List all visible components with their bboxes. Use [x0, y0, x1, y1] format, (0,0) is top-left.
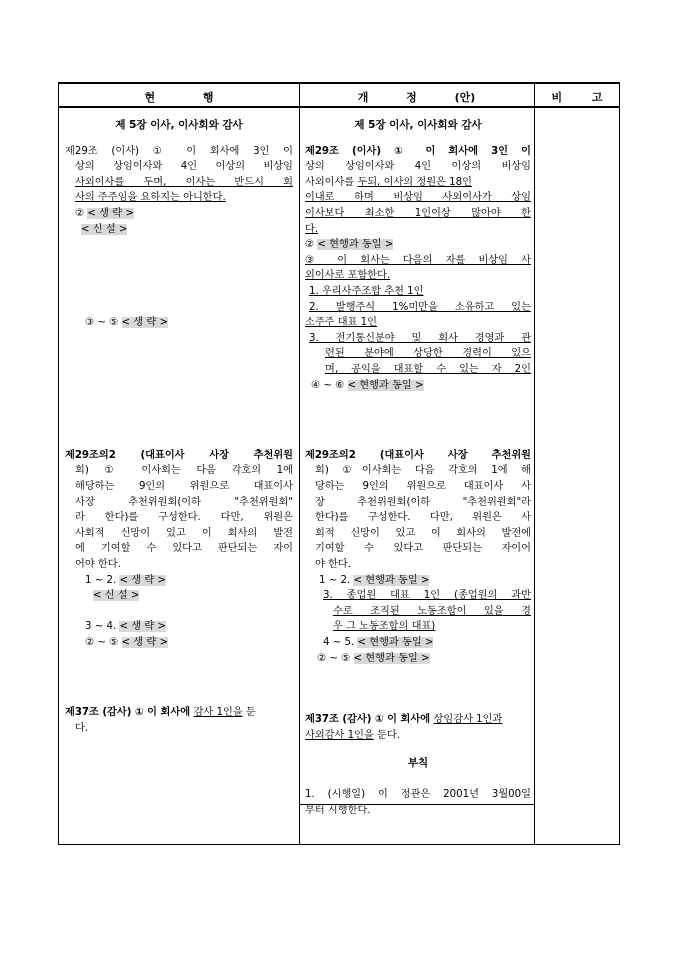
- current-a29-p3: ③ ~ ⑤ < 생 략 >: [85, 317, 169, 329]
- amended-chapter-title: 제 5장 이사, 이사회와 감사: [354, 119, 482, 131]
- current-a37: 제37조 (감사) ① 이 회사에 감사 1인을 둔: [65, 707, 256, 719]
- amended-a29-2-item3: 우 그 노동조합의 대표): [333, 621, 436, 633]
- amended-a29-item2: 소주주 대표 1인: [305, 317, 378, 329]
- amended-a29-2-line: 회적 신망이 있고 이 회사의 발전에: [315, 527, 531, 539]
- current-a29-p2: ② < 생 략 >: [75, 207, 134, 219]
- current-a29-2-line: 에 기여할 수 있다고 판단되는 자이: [75, 543, 293, 555]
- current-a29-line: 제29조 (이사) ① 이 회사에 3인 이: [65, 145, 293, 157]
- addenda-line: 부터 시행한다.: [305, 804, 371, 816]
- amended-a29-item3: 련된 분야에 상당한 경력이 있으: [325, 348, 531, 360]
- amended-a29-2-line: 회) ①이사회는 다음 각호의 1에 해: [315, 465, 531, 477]
- current-a29-line: 사의 주주임을 요하지는 아니한다.: [75, 192, 226, 204]
- current-a29-2-item3: 3 ~ 4. < 생 략 >: [85, 621, 166, 633]
- amended-a29-item1: 1. 우리사주조합 추천 1인: [309, 285, 424, 297]
- amended-a29-line: 상의 상임이사와 4인 이상의 비상임: [305, 161, 531, 173]
- amended-a29-item3: 며, 공익을 대표할 수 있는 자 2인: [325, 363, 531, 375]
- amended-a29-line: 사외이사를 두되, 이사의 정원은 18인: [305, 176, 472, 188]
- amended-a29-2-line: 야 한다.: [315, 559, 351, 571]
- column-divider-1: [299, 84, 300, 844]
- current-a29-line: 사외이사를 두며, 이사는 반드시 회: [75, 176, 293, 188]
- header-current: 현 행: [144, 91, 214, 104]
- addenda-title: 부칙: [407, 756, 429, 769]
- header-amended: 개 정 (안): [357, 91, 476, 104]
- amended-a29-line: 이사보다 최소한 1인이상 많아야 한: [305, 207, 531, 219]
- amended-a29-2-line: 기여할 수 있다고 판단되는 자이어: [315, 543, 531, 555]
- current-a29-2-line: 제29조의2 (대표이사 사장 추천위원: [65, 449, 293, 461]
- current-a29-line: 상의 상임이사와 4인 이상의 비상임: [75, 161, 293, 173]
- current-a29-2-line: 사회적 신망이 있고 이 회사의 발전: [75, 527, 293, 539]
- amended-a29-line: 다.: [305, 223, 319, 235]
- amended-a37: 제37조 (감사) ① 이 회사에 상임감사 1인과: [305, 714, 503, 726]
- amended-a29-2-line: 한다)를 구성한다. 다만, 위원은 사: [315, 512, 531, 524]
- current-a37-line2: 다.: [75, 722, 89, 734]
- amended-a29-line: 이내로 하며 비상임 사외이사가 상임: [305, 192, 531, 204]
- amended-a29-item3: 3. 전기통신분야 및 회사 경영과 관: [309, 332, 531, 344]
- amended-a29-line: 제29조 (이사) ① 이 회사에 3인 이: [305, 145, 531, 157]
- amended-a29-2-line: 장 추천위원회(이하 "추천위원회"라: [315, 496, 531, 508]
- current-a29-2-line: 해당하는 9인의 위원으로 대표이사: [75, 481, 293, 493]
- amended-a29-p3: ③ 이 회사는 다음의 자를 비상임 사: [305, 254, 531, 266]
- current-a29-2-line: 라 한다)를 구성한다. 다만, 위원은: [75, 512, 293, 524]
- amended-a29-2-line: 당하는 9인의 위원으로 대표이사 사: [315, 481, 531, 493]
- amended-column: [305, 108, 531, 818]
- addenda-separator: [299, 804, 534, 805]
- column-divider-2: [534, 84, 535, 844]
- amended-a29-p2: ② < 현행과 동일 >: [305, 239, 394, 251]
- current-a29-2-item1: 1 ~ 2. < 생 략 >: [85, 574, 166, 586]
- current-column: [65, 108, 293, 737]
- current-a29-2-line: 사장 추천위원회(이하 "추천위원회": [75, 496, 293, 508]
- addenda-line: 1. (시행일) 이 정관은 2001년 3월00일: [305, 789, 531, 801]
- amended-a29-2-line: 제29조의2 (대표이사 사장 추천위원: [305, 449, 531, 461]
- amended-a29-2-p2: ② ~ ⑤ < 현행과 동일 >: [317, 652, 430, 664]
- table-header: [59, 84, 619, 108]
- amended-a29-p4: ④ ~ ⑥ < 현행과 동일 >: [311, 379, 424, 391]
- amended-a29-item2: 2. 발행주식 1%미만을 소유하고 있는: [309, 301, 531, 313]
- current-a29-2-p2: ② ~ ⑤ < 생 략 >: [85, 637, 169, 648]
- amended-a29-2-item3: 3. 종업원 대표 1인 (종업원의 과반: [323, 590, 531, 602]
- amended-a29-2-item3: 수로 조직된 노동조합이 있을 경: [333, 605, 531, 617]
- current-a29-2-item-new: < 신 설 >: [93, 590, 140, 602]
- amended-a37-line2: 사외감사 1인을 둔다.: [305, 729, 400, 741]
- amended-a29-2-item1: 1 ~ 2. < 현행과 동일 >: [319, 574, 430, 586]
- current-a29-2-line: 회) ① 이사회는 다음 각호의 1에: [75, 465, 293, 477]
- comparison-table: [58, 83, 620, 845]
- amended-a29-p3: 외이사로 포함한다.: [305, 270, 391, 282]
- current-a29-p2-new: < 신 설 >: [81, 223, 128, 235]
- header-remarks: 비 고: [551, 91, 603, 104]
- current-chapter-title: 제 5장 이사, 이사회와 감사: [115, 119, 243, 131]
- amended-a29-2-item4: 4 ~ 5. < 현행과 동일 >: [323, 637, 434, 648]
- current-a29-2-line: 어야 한다.: [75, 559, 121, 571]
